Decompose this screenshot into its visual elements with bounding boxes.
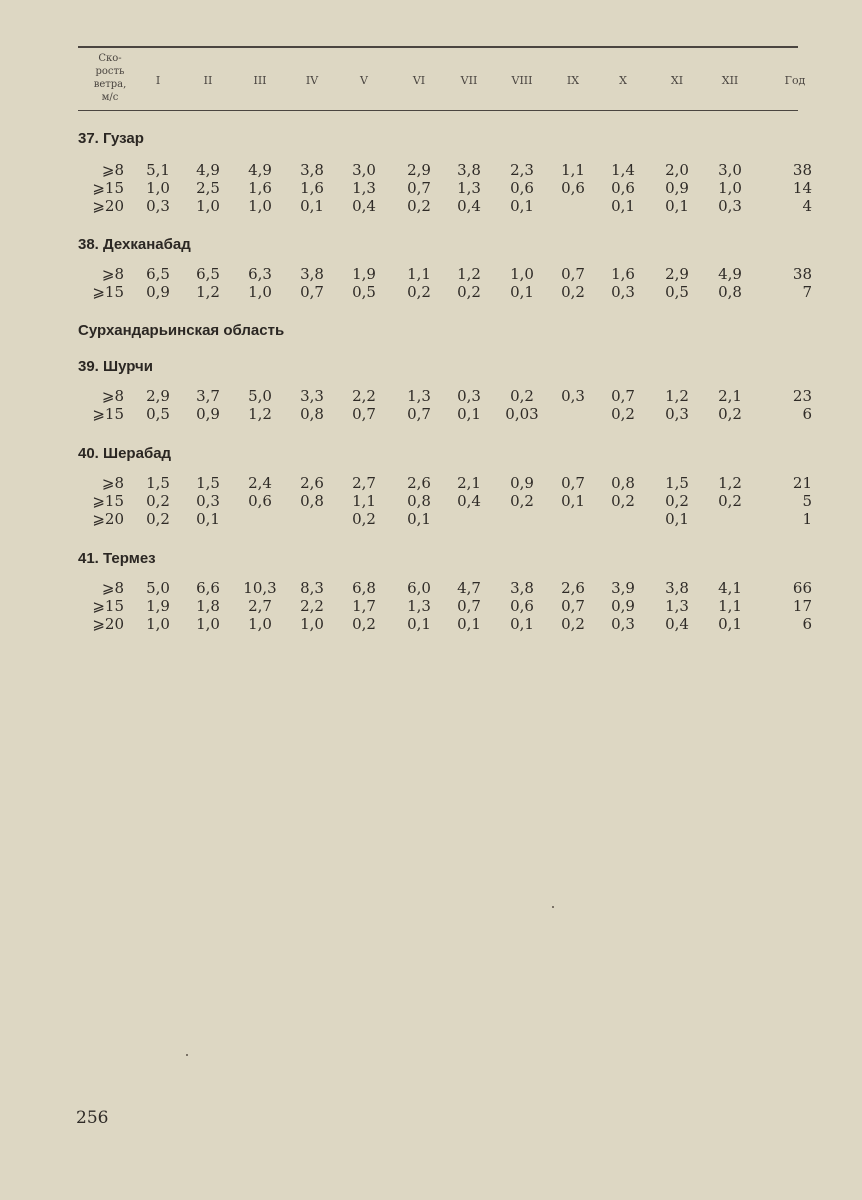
page-number: 256 <box>76 1108 109 1128</box>
month-value-cell: 0,7 <box>561 597 585 615</box>
month-value-cell: 0,1 <box>510 283 534 301</box>
month-value-cell: 1,6 <box>248 179 272 197</box>
month-value-cell: 1,2 <box>457 265 481 283</box>
month-value-cell: 0,1 <box>407 510 431 528</box>
month-header-cell: III <box>253 74 267 87</box>
month-value-cell: 0,2 <box>510 492 534 510</box>
month-value-cell: 1,2 <box>248 405 272 423</box>
month-value-cell: 0,8 <box>407 492 431 510</box>
table-row <box>0 491 862 511</box>
year-total-cell: 14 <box>792 179 812 197</box>
table-row <box>0 196 862 216</box>
month-value-cell: 0,4 <box>352 197 376 215</box>
month-value-cell: 6,5 <box>196 265 220 283</box>
month-value-cell: 6,0 <box>407 579 431 597</box>
table-header-rule <box>78 110 798 111</box>
month-value-cell: 0,8 <box>611 474 635 492</box>
month-value-cell: 1,2 <box>718 474 742 492</box>
month-value-cell: 1,1 <box>407 265 431 283</box>
month-value-cell: 0,1 <box>561 492 585 510</box>
month-value-cell: 0,1 <box>665 197 689 215</box>
month-value-cell: 5,1 <box>146 161 170 179</box>
month-value-cell: 3,7 <box>196 387 220 405</box>
speed-threshold-label: ⩾8 <box>101 474 124 492</box>
month-value-cell: 1,1 <box>718 597 742 615</box>
year-total-cell: 4 <box>802 197 812 215</box>
month-value-cell: 1,0 <box>248 197 272 215</box>
month-value-cell: 0,8 <box>300 405 324 423</box>
month-value-cell: 3,3 <box>300 387 324 405</box>
month-value-cell: 0,2 <box>352 510 376 528</box>
table-row <box>0 473 862 493</box>
month-value-cell: 1,0 <box>718 179 742 197</box>
month-value-cell: 0,2 <box>611 405 635 423</box>
month-value-cell: 1,2 <box>665 387 689 405</box>
month-value-cell: 3,8 <box>665 579 689 597</box>
month-value-cell: 2,7 <box>248 597 272 615</box>
header-unit-line: Ско- <box>98 53 122 64</box>
month-value-cell: 2,6 <box>300 474 324 492</box>
month-value-cell: 2,6 <box>407 474 431 492</box>
month-value-cell: 3,8 <box>300 161 324 179</box>
month-value-cell: 0,2 <box>510 387 534 405</box>
month-header-cell: V <box>360 74 368 87</box>
month-value-cell: 1,3 <box>352 179 376 197</box>
table-row <box>0 596 862 616</box>
month-value-cell: 1,0 <box>146 615 170 633</box>
month-value-cell: 2,9 <box>407 161 431 179</box>
region-heading: Сурхандарьинская область <box>78 322 285 339</box>
month-value-cell: 5,0 <box>146 579 170 597</box>
station-title: 40. Шерабад <box>78 445 172 462</box>
month-value-cell: 0,7 <box>457 597 481 615</box>
month-value-cell: 1,6 <box>611 265 635 283</box>
month-header-cell: II <box>203 74 213 87</box>
month-value-cell: 0,9 <box>611 597 635 615</box>
month-value-cell: 1,0 <box>196 197 220 215</box>
month-value-cell: 1,0 <box>300 615 324 633</box>
station-title: 41. Термез <box>78 550 156 567</box>
month-value-cell: 0,3 <box>457 387 481 405</box>
month-value-cell: 2,1 <box>457 474 481 492</box>
month-header-cell: VIII <box>511 74 533 87</box>
month-value-cell: 1,9 <box>352 265 376 283</box>
month-header-cell: VI <box>412 74 426 87</box>
speed-threshold-label: ⩾20 <box>92 510 124 528</box>
month-value-cell: 0,9 <box>146 283 170 301</box>
month-value-cell: 1,9 <box>146 597 170 615</box>
month-value-cell: 0,1 <box>196 510 220 528</box>
month-value-cell: 0,8 <box>718 283 742 301</box>
month-value-cell: 4,1 <box>718 579 742 597</box>
month-value-cell: 1,3 <box>457 179 481 197</box>
month-value-cell: 2,7 <box>352 474 376 492</box>
month-value-cell: 10,3 <box>243 579 277 597</box>
month-value-cell: 2,9 <box>146 387 170 405</box>
speed-threshold-label: ⩾20 <box>92 197 124 215</box>
speed-threshold-label: ⩾15 <box>92 492 124 510</box>
month-value-cell: 1,6 <box>300 179 324 197</box>
month-value-cell: 0,7 <box>561 474 585 492</box>
month-value-cell: 0,9 <box>665 179 689 197</box>
month-value-cell: 0,7 <box>611 387 635 405</box>
month-value-cell: 0,7 <box>407 179 431 197</box>
speed-threshold-label: ⩾8 <box>101 265 124 283</box>
month-header-cell: XII <box>721 74 739 87</box>
month-value-cell: 0,3 <box>196 492 220 510</box>
month-value-cell: 1,4 <box>611 161 635 179</box>
year-total-cell: 38 <box>792 161 812 179</box>
month-value-cell: 0,3 <box>665 405 689 423</box>
month-value-cell: 0,2 <box>561 283 585 301</box>
month-value-cell: 1,0 <box>510 265 534 283</box>
table-row <box>0 578 862 598</box>
month-value-cell: 1,3 <box>407 387 431 405</box>
month-value-cell: 6,8 <box>352 579 376 597</box>
month-value-cell: 2,6 <box>561 579 585 597</box>
month-value-cell: 0,3 <box>611 615 635 633</box>
month-value-cell: 0,6 <box>611 179 635 197</box>
month-value-cell: 0,2 <box>407 283 431 301</box>
month-value-cell: 6,6 <box>196 579 220 597</box>
month-value-cell: 2,3 <box>510 161 534 179</box>
month-value-cell: 0,5 <box>665 283 689 301</box>
month-value-cell: 0,03 <box>505 405 539 423</box>
year-total-cell: 1 <box>802 510 812 528</box>
year-total-cell: 5 <box>802 492 812 510</box>
month-value-cell: 2,0 <box>665 161 689 179</box>
speed-threshold-label: ⩾8 <box>101 387 124 405</box>
month-header-cell: XI <box>670 74 684 87</box>
month-value-cell: 0,2 <box>407 197 431 215</box>
year-total-cell: 17 <box>792 597 812 615</box>
month-value-cell: 0,1 <box>457 405 481 423</box>
month-value-cell: 2,5 <box>196 179 220 197</box>
month-value-cell: 0,9 <box>196 405 220 423</box>
table-row <box>0 386 862 406</box>
month-value-cell: 2,4 <box>248 474 272 492</box>
month-value-cell: 0,6 <box>510 597 534 615</box>
year-total-cell: 38 <box>792 265 812 283</box>
month-value-cell: 0,7 <box>407 405 431 423</box>
month-header-cell: I <box>155 74 161 87</box>
header-unit-line: м/с <box>101 92 119 103</box>
header-unit-line: рость <box>95 66 125 77</box>
year-total-cell: 66 <box>792 579 812 597</box>
month-value-cell: 0,5 <box>146 405 170 423</box>
table-row <box>0 160 862 180</box>
month-value-cell: 1,5 <box>665 474 689 492</box>
month-value-cell: 2,9 <box>665 265 689 283</box>
month-value-cell: 0,2 <box>718 405 742 423</box>
table-top-rule <box>78 46 798 48</box>
month-value-cell: 4,9 <box>196 161 220 179</box>
month-header-cell: VII <box>460 74 478 87</box>
station-title: 38. Дехканабад <box>78 236 191 253</box>
month-value-cell: 2,2 <box>300 597 324 615</box>
month-value-cell: 0,3 <box>611 283 635 301</box>
table-row <box>0 264 862 284</box>
year-total-cell: 6 <box>802 405 812 423</box>
year-total-cell: 23 <box>792 387 812 405</box>
month-value-cell: 1,3 <box>665 597 689 615</box>
month-value-cell: 0,8 <box>300 492 324 510</box>
speed-threshold-label: ⩾15 <box>92 405 124 423</box>
table-row <box>0 614 862 634</box>
table-row <box>0 404 862 424</box>
month-value-cell: 0,1 <box>718 615 742 633</box>
month-value-cell: 0,2 <box>611 492 635 510</box>
month-value-cell: 1,1 <box>561 161 585 179</box>
station-title: 37. Гузар <box>78 130 144 147</box>
month-value-cell: 4,9 <box>718 265 742 283</box>
month-value-cell: 0,4 <box>665 615 689 633</box>
month-header-cell: IX <box>566 74 580 87</box>
year-total-cell: 6 <box>802 615 812 633</box>
month-value-cell: 6,5 <box>146 265 170 283</box>
month-header-cell: IV <box>305 74 319 87</box>
month-value-cell: 8,3 <box>300 579 324 597</box>
month-value-cell: 0,7 <box>352 405 376 423</box>
station-title: 39. Шурчи <box>78 358 153 375</box>
table-row <box>0 178 862 198</box>
month-header-cell: X <box>619 74 627 87</box>
month-value-cell: 1,2 <box>196 283 220 301</box>
year-total-cell: 7 <box>802 283 812 301</box>
month-value-cell: 4,7 <box>457 579 481 597</box>
month-value-cell: 0,2 <box>457 283 481 301</box>
month-value-cell: 0,2 <box>352 615 376 633</box>
month-value-cell: 1,0 <box>248 615 272 633</box>
month-value-cell: 1,1 <box>352 492 376 510</box>
month-value-cell: 1,5 <box>196 474 220 492</box>
month-value-cell: 0,3 <box>718 197 742 215</box>
month-value-cell: 0,7 <box>300 283 324 301</box>
month-value-cell: 1,8 <box>196 597 220 615</box>
month-value-cell: 0,1 <box>457 615 481 633</box>
month-value-cell: 0,4 <box>457 492 481 510</box>
month-value-cell: 0,2 <box>146 510 170 528</box>
month-value-cell: 3,0 <box>352 161 376 179</box>
month-value-cell: 0,3 <box>146 197 170 215</box>
month-value-cell: 0,6 <box>248 492 272 510</box>
month-value-cell: 1,7 <box>352 597 376 615</box>
month-value-cell: 0,1 <box>300 197 324 215</box>
month-value-cell: 0,2 <box>561 615 585 633</box>
paper-speck <box>552 906 554 908</box>
month-value-cell: 0,1 <box>510 197 534 215</box>
month-value-cell: 3,8 <box>510 579 534 597</box>
month-value-cell: 1,5 <box>146 474 170 492</box>
speed-threshold-label: ⩾15 <box>92 283 124 301</box>
month-value-cell: 0,2 <box>718 492 742 510</box>
month-value-cell: 2,1 <box>718 387 742 405</box>
month-value-cell: 3,9 <box>611 579 635 597</box>
month-value-cell: 2,2 <box>352 387 376 405</box>
month-value-cell: 0,6 <box>510 179 534 197</box>
month-value-cell: 1,0 <box>196 615 220 633</box>
speed-threshold-label: ⩾8 <box>101 579 124 597</box>
month-value-cell: 0,1 <box>611 197 635 215</box>
month-header-cell: Год <box>784 74 806 87</box>
month-value-cell: 0,4 <box>457 197 481 215</box>
month-value-cell: 1,0 <box>248 283 272 301</box>
month-value-cell: 1,3 <box>407 597 431 615</box>
month-value-cell: 0,2 <box>665 492 689 510</box>
month-value-cell: 0,2 <box>146 492 170 510</box>
table-row <box>0 509 862 529</box>
month-value-cell: 3,0 <box>718 161 742 179</box>
month-value-cell: 1,0 <box>146 179 170 197</box>
month-value-cell: 0,1 <box>407 615 431 633</box>
speed-threshold-label: ⩾8 <box>101 161 124 179</box>
month-value-cell: 0,1 <box>510 615 534 633</box>
month-value-cell: 0,1 <box>665 510 689 528</box>
year-total-cell: 21 <box>792 474 812 492</box>
month-value-cell: 5,0 <box>248 387 272 405</box>
month-value-cell: 6,3 <box>248 265 272 283</box>
month-value-cell: 0,3 <box>561 387 585 405</box>
month-value-cell: 0,5 <box>352 283 376 301</box>
paper-speck <box>186 1054 188 1056</box>
speed-threshold-label: ⩾15 <box>92 597 124 615</box>
table-row <box>0 282 862 302</box>
speed-threshold-label: ⩾15 <box>92 179 124 197</box>
month-value-cell: 3,8 <box>300 265 324 283</box>
header-unit-line: ветра, <box>93 79 127 90</box>
month-value-cell: 0,6 <box>561 179 585 197</box>
month-value-cell: 0,7 <box>561 265 585 283</box>
month-value-cell: 4,9 <box>248 161 272 179</box>
speed-threshold-label: ⩾20 <box>92 615 124 633</box>
month-value-cell: 3,8 <box>457 161 481 179</box>
month-value-cell: 0,9 <box>510 474 534 492</box>
